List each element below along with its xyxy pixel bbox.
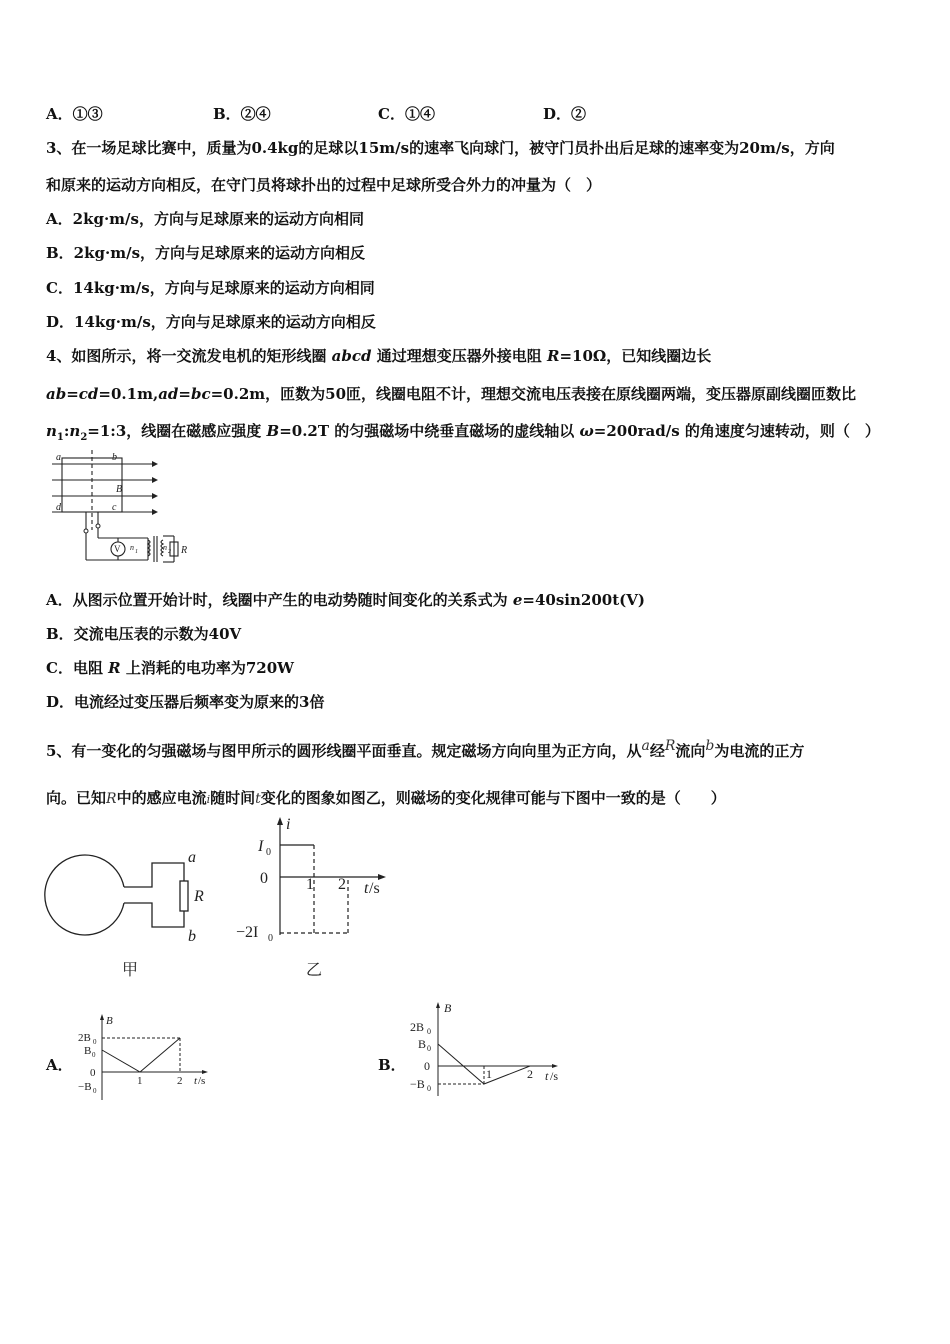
q5-yi-label-neg-sub: 0	[268, 933, 273, 944]
q5-a-label-2B0: 2B	[78, 1032, 91, 1044]
q5-figure-jia	[46, 845, 226, 980]
q4-stem-line2: ab=cd=0.1m,ad=bc=0.2m，匝数为50匝，线圈电阻不计，理想交流电压表接在原线圈两端，变压器原副线圈匝数比	[46, 385, 857, 403]
q5-jia-caption: 甲	[122, 962, 139, 979]
q4-option-d: D．电流经过变压器后频率变为原来的3倍	[46, 693, 325, 711]
q5-yi-label-i: i	[286, 816, 291, 833]
q4-option-c: C．电阻 R 上消耗的电功率为720W	[46, 659, 295, 677]
q5-a-label-B: B	[106, 1015, 113, 1027]
q5-b-label-negB0-sub: 0	[427, 1084, 431, 1093]
q5-b-label-2B0-sub: 0	[427, 1027, 431, 1036]
q4-label-B: B	[116, 484, 123, 495]
q3-stem-line1: 3、在一场足球比赛中，质量为0.4kg的足球以15m/s的速率飞向球门，被守门员扑出后足球的速率变为20m/s，方向	[46, 139, 835, 157]
q5-yi-label-neg: −2I	[236, 924, 259, 941]
q5-a-label-t: t	[194, 1075, 198, 1087]
q5-option-a-label: A．	[46, 1056, 73, 1074]
q5-b-label-t-unit: /s	[550, 1069, 559, 1083]
q2-option-a: A．①③	[46, 105, 103, 123]
q3-option-a: A．2kg·m/s，方向与足球原来的运动方向相同	[46, 210, 364, 228]
q5-figure-yi	[230, 815, 400, 980]
q5-a-label-zero: 0	[90, 1067, 96, 1079]
q5-yi-label-t-unit: /s	[369, 880, 380, 897]
q4-label-b: b	[112, 452, 117, 463]
q4-label-n1: n	[130, 543, 134, 552]
q4-label-a: a	[56, 452, 61, 463]
q3-option-d: D．14kg·m/s，方向与足球原来的运动方向相反	[46, 313, 376, 331]
q4-option-b: B．交流电压表的示数为40V	[46, 625, 242, 643]
q5-jia-label-b: b	[188, 928, 196, 945]
q5-b-label-B0-sub: 0	[427, 1044, 431, 1053]
q2-option-c: C．①④	[378, 105, 435, 123]
q5-a-label-B0-sub: 0	[92, 1051, 96, 1059]
q5-yi-label-zero: 0	[260, 870, 268, 887]
q4-label-R: R	[181, 545, 188, 556]
q2-option-b: B．②④	[213, 105, 271, 123]
q4-voltmeter-symbol: V	[114, 544, 121, 554]
q5-yi-tick-1: 1	[306, 876, 314, 893]
q4-stem-line3: $n_1:n_2=1:3$，线圈在磁感应强度 B=0.2T 的匀强磁场中绕垂直磁场的虚线轴以 ω=200rad/s 的角速度匀速转动，则（ ）	[46, 422, 880, 443]
q5-jia-label-R: R	[194, 888, 204, 905]
q5-b-tick-2: 2	[527, 1067, 533, 1081]
q5-yi-label-I0: I	[258, 838, 264, 855]
q5-a-label-negB0-sub: 0	[93, 1087, 97, 1095]
q5-option-b-label: B．	[378, 1056, 406, 1074]
q5-yi-caption: 乙	[306, 962, 323, 979]
q5-b-label-B0: B	[418, 1037, 427, 1051]
q5-b-label-t: t	[545, 1069, 549, 1083]
q5-yi-label-I0-sub: 0	[266, 847, 271, 858]
q5-option-a-graph	[74, 1012, 224, 1102]
q4-label-n1-sub: 1	[135, 549, 138, 555]
q4-label-d: d	[56, 502, 61, 513]
q5-a-label-t-unit: /s	[198, 1075, 206, 1087]
q5-a-label-B0: B	[84, 1045, 92, 1057]
q5-a-label-2B0-sub: 0	[93, 1038, 97, 1046]
q5-b-label-zero: 0	[424, 1059, 430, 1073]
q5-yi-tick-2: 2	[338, 876, 346, 893]
q5-yi-label-t: t	[364, 880, 369, 897]
q5-b-tick-1: 1	[486, 1067, 492, 1081]
q4-generator-figure	[48, 450, 198, 572]
q4-label-c: c	[112, 502, 117, 513]
q5-a-tick-2: 2	[177, 1075, 183, 1087]
q3-stem-line2: 和原来的运动方向相反，在守门员将球扑出的过程中足球所受合外力的冲量为（ ）	[46, 176, 602, 194]
q5-b-label-B: B	[444, 1001, 452, 1015]
q5-jia-label-a: a	[188, 849, 196, 866]
q3-option-c: C．14kg·m/s，方向与足球原来的运动方向相同	[46, 279, 375, 297]
q3-option-b: B．2kg·m/s，方向与足球原来的运动方向相反	[46, 244, 366, 262]
q4-label-n2-sub: 2	[168, 549, 171, 555]
q5-stem-line1: 5、有一变化的匀强磁场与图甲所示的圆形线圈平面垂直。规定磁场方向向里为正方向，从$^a$经$^R$流向$^b$为电流的正方	[46, 738, 805, 760]
q4-label-n2: n	[163, 543, 167, 552]
q4-option-a: A．从图示位置开始计时，线圈中产生的电动势随时间变化的关系式为 e=40sin200t(V)	[46, 591, 645, 609]
q5-b-label-2B0: 2B	[410, 1020, 425, 1034]
q2-option-d: D．②	[543, 105, 587, 123]
q5-a-tick-1: 1	[137, 1075, 143, 1087]
q5-b-label-negB0: −B	[410, 1077, 425, 1091]
q5-option-b-graph	[406, 1000, 576, 1100]
q5-stem-line2: 向。已知R中的感应电流i随时间t变化的图象如图乙，则磁场的变化规律可能与下图中一致的是（ ）	[46, 789, 726, 807]
q5-a-label-negB0: −B	[78, 1081, 92, 1093]
q4-stem-line1: 4、如图所示，将一交流发电机的矩形线圈 abcd 通过理想变压器外接电阻 R=10Ω，已知线圈边长	[46, 347, 712, 365]
